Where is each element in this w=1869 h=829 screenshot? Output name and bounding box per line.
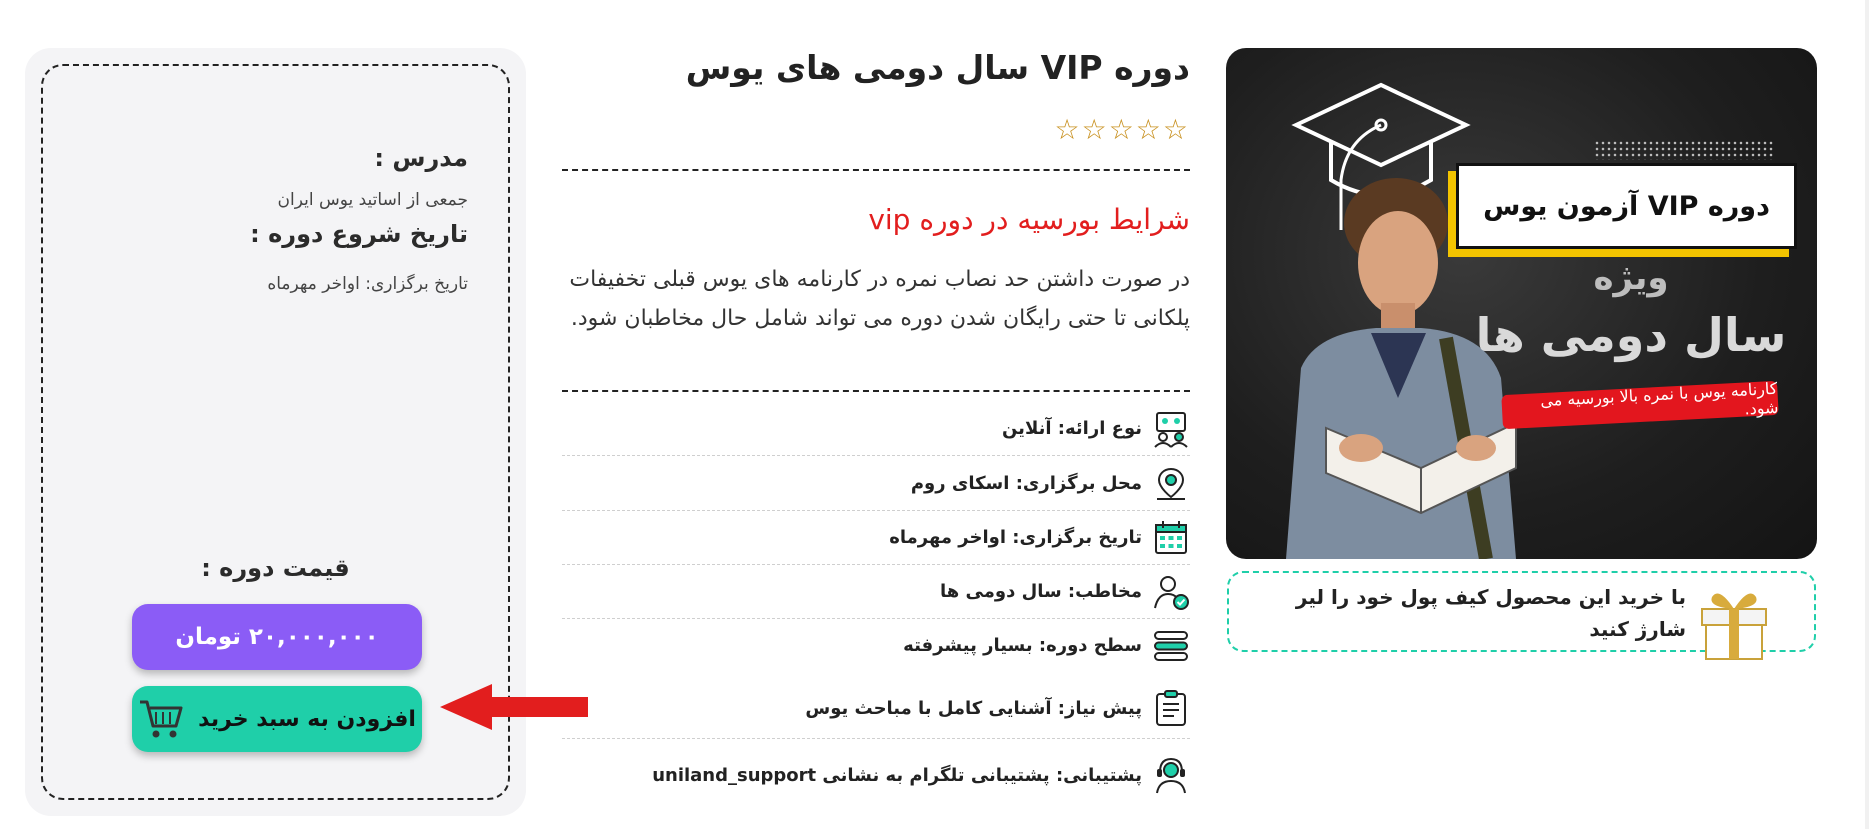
support-headset-icon [1152,756,1190,794]
price-button[interactable] [132,604,422,670]
feature-label: محل برگزاری: اسکای روم [910,473,1142,494]
feature-label: نوع ارائه: آنلاین [1001,418,1142,439]
feature-date [562,511,1190,565]
wallet-gift-notice [1227,571,1816,652]
online-class-icon [1152,410,1190,448]
course-title: دوره VIP سال دومی های یوس [685,48,1190,87]
banner-red-ribbon: کارنامه یوس با نمره بالا بورسیه می شود. [1501,381,1778,429]
divider [562,390,1190,392]
feature-delivery [562,402,1190,456]
course-banner-image [1226,48,1817,559]
feature-label: مخاطب: سال دومی ها [940,581,1142,602]
banner-special-label: ویژه [1593,258,1669,298]
price-label: ۲۰,۰۰۰,۰۰۰ تومان [175,624,379,650]
feature-label: پشتیبانی: پشتیبانی تلگرام به نشانی uniland_support [652,764,1142,786]
rating-stars[interactable]: ☆☆☆☆☆ [1054,113,1190,146]
feature-label: سطح دوره: بسیار پیشرفته [903,635,1142,656]
add-to-cart-label: افزودن به سبد خرید [198,706,416,732]
clipboard-icon [1152,689,1190,727]
start-date-value: تاریخ برگزاری: اواخر مهرماه [267,274,468,294]
scholarship-subtitle: شرایط بورسیه در دوره vip [868,203,1190,236]
level-stack-icon [1152,627,1190,665]
start-date-heading: تاریخ شروع دوره : [250,220,468,248]
feature-prerequisite [562,678,1190,739]
gift-text: با خرید این محصول کیف پول خود را لیر شارژ کنید [1295,585,1686,641]
feature-level [562,619,1190,672]
gift-icon [1694,581,1774,661]
cart-icon [138,698,184,740]
instructor-value: جمعی از اساتید یوس ایران [277,190,468,210]
feature-audience [562,565,1190,619]
location-pin-icon [1152,465,1190,503]
feature-location [562,457,1190,511]
price-heading: قیمت دوره : [201,554,350,582]
page-scrollbar[interactable] [1865,0,1869,829]
banner-big-label: سال دومی ها [1475,308,1787,362]
dot-pattern [1594,140,1774,160]
feature-support [562,745,1190,805]
feature-label: پیش نیاز: آشنایی کامل با مباحث یوس [805,697,1142,719]
scholarship-description: در صورت داشتن حد نصاب نمره در کارنامه های یوس قبلی تخفیفات پلکانی تا حتی رایگان شدن دوره می تواند شامل حال مخاطبان شود. [569,267,1190,331]
instructor-heading: مدرس : [374,144,468,172]
divider [562,169,1190,171]
banner-title-box [1456,163,1797,249]
banner-title: دوره VIP آزمون یوس [1483,190,1770,222]
calendar-icon [1152,519,1190,557]
add-to-cart-button[interactable] [132,686,422,752]
user-check-icon [1152,573,1190,611]
feature-label: تاریخ برگزاری: اواخر مهرماه [889,527,1142,548]
